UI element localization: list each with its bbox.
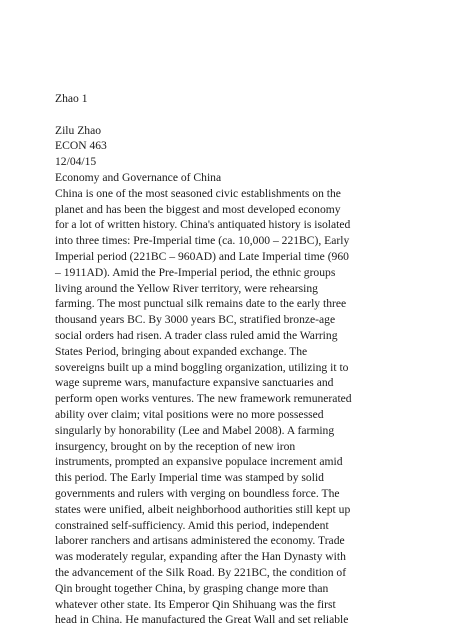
- course-code: ECON 463: [55, 139, 107, 153]
- body-line: living around the Yellow River territory, were rehearsing: [55, 281, 318, 295]
- body-line: this period. The Early Imperial time was stamped by solid: [55, 471, 324, 485]
- author-name: Zilu Zhao: [55, 123, 102, 137]
- body-line: wage supreme wars, manufacture expansive sanctuaries and: [55, 376, 334, 390]
- body-line: – 1911AD). Amid the Pre-Imperial period, the ethnic groups: [55, 265, 336, 279]
- body-line: into three times: Pre-Imperial time (ca. 10,000 – 221BC), Early: [55, 234, 350, 248]
- body-line: laborer ranchers and artisans administered the economy. Trade: [55, 534, 345, 548]
- body-text: [55, 186, 440, 628]
- body-line: singularly by honorability (Lee and Mabel 2008). A farming: [55, 423, 335, 437]
- body-line: instruments, prompted an expansive populace increment amid: [55, 455, 343, 469]
- spacer: [55, 107, 440, 123]
- page-header: Zhao 1: [55, 92, 88, 105]
- body-line: Imperial period (221BC – 960AD) and Late Imperial time (960: [55, 249, 349, 263]
- body-line: States Period, bringing about expanded exchange. The: [55, 344, 308, 358]
- document-content: [55, 91, 440, 628]
- document-date: 12/04/15: [55, 155, 97, 169]
- body-line: governments and rulers with verging on boundless force. The: [55, 486, 340, 500]
- body-line: thousand years BC. By 3000 years BC, stratified bronze-age: [55, 313, 336, 327]
- body-line: social orders had risen. A trader class ruled amid the Warring: [55, 328, 338, 342]
- body-line: insurgency, brought on by the reception of new iron: [55, 439, 296, 453]
- body-line: constrained self-sufficiency. Amid this period, independent: [55, 518, 329, 532]
- body-line: China is one of the most seasoned civic establishments on the: [55, 186, 341, 200]
- body-line: for a lot of written history. China's antiquated history is isolated: [55, 218, 351, 232]
- body-line: whatever other state. Its Emperor Qin Shihuang was the first: [55, 597, 336, 611]
- body-line: sovereigns built up a mind boggling organization, utilizing it to: [55, 360, 349, 374]
- body-line: states were unified, albeit neighborhood authorities still kept up: [55, 502, 351, 516]
- body-line: the advancement of the Silk Road. By 221BC, the condition of: [55, 565, 347, 579]
- body-line: was moderately regular, expanding after the Han Dynasty with: [55, 550, 346, 564]
- body-line: perform open works ventures. The new framework remunerated: [55, 392, 352, 406]
- body-line: farming. The most punctual silk remains date to the early three: [55, 297, 347, 311]
- body-line: head in China. He manufactured the Great Wall and set reliable: [55, 613, 349, 627]
- document-title: Economy and Governance of China: [55, 170, 222, 184]
- body-line: Qin brought together China, by grasping change more than: [55, 581, 329, 595]
- body-line: planet and has been the biggest and most developed economy: [55, 202, 341, 216]
- body-line: ability over claim; vital positions were no more possessed: [55, 407, 324, 421]
